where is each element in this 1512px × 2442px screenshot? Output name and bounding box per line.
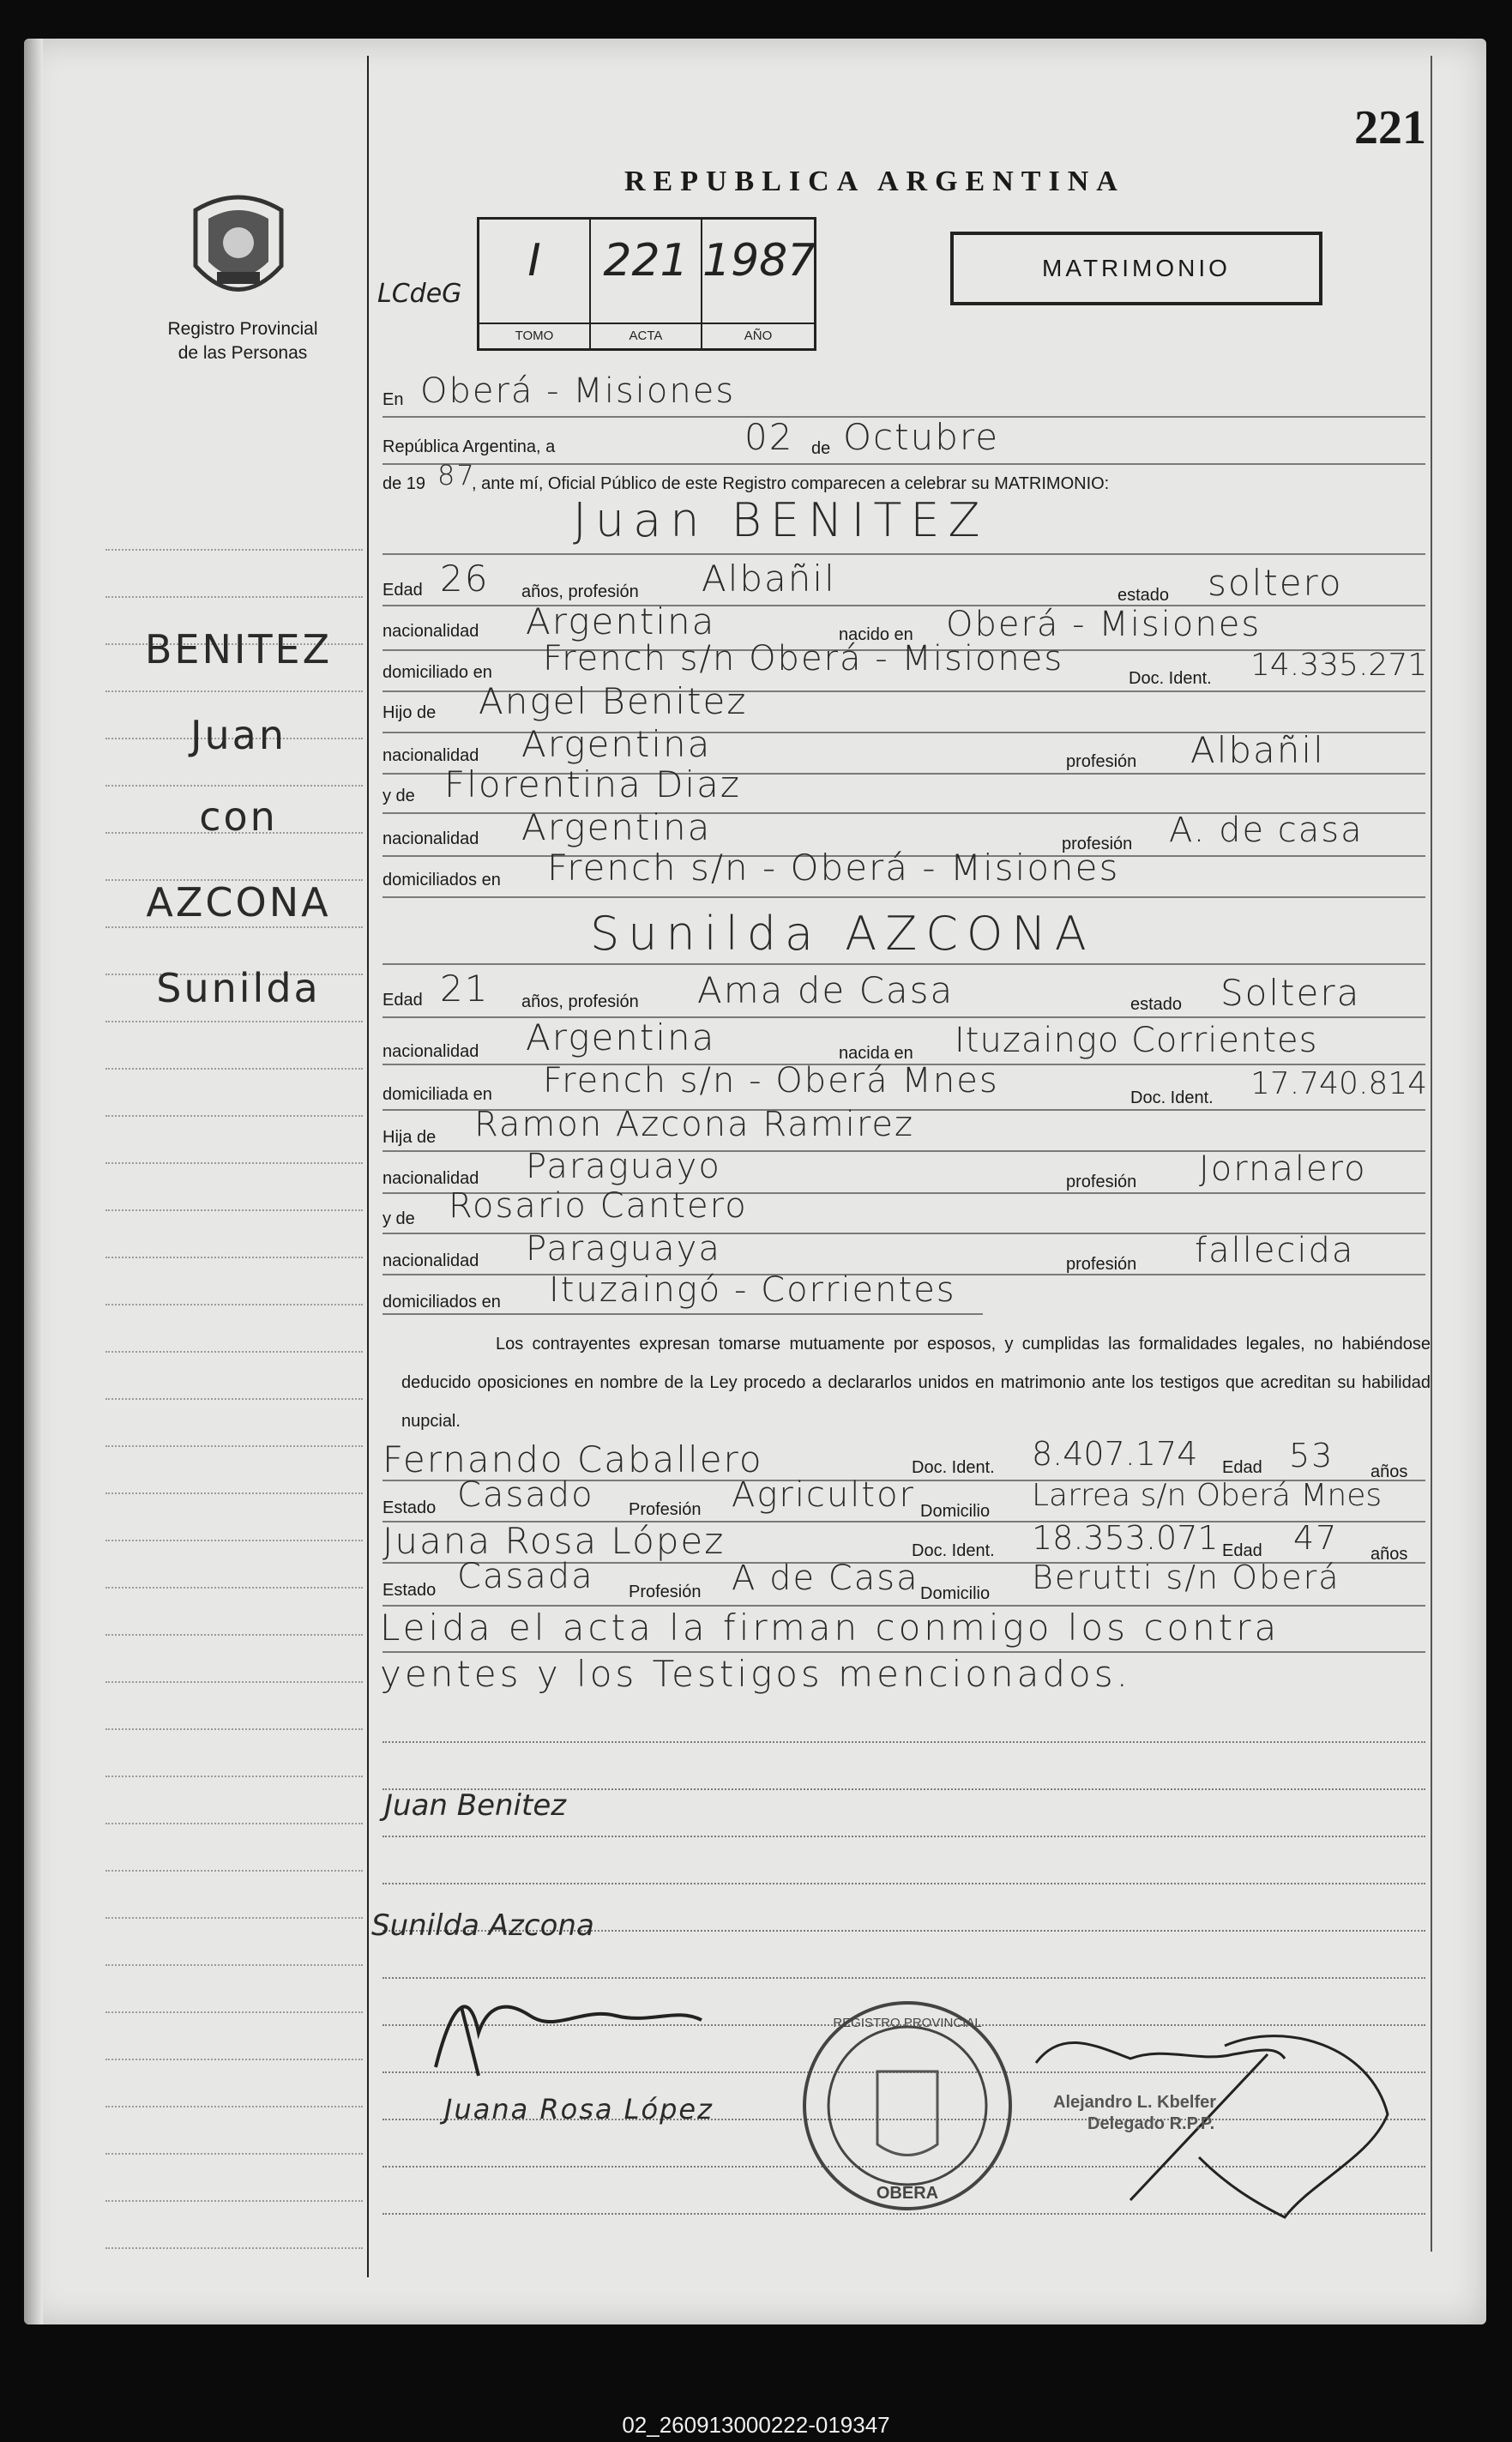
rule [383, 963, 1425, 965]
registry-label [140, 317, 346, 365]
bride-father-nationality: Paraguayo [526, 1147, 721, 1186]
label-profesion-cap: Profesión [629, 1583, 702, 1601]
groom-birthplace: Oberá - Misiones [946, 605, 1262, 644]
rule [383, 1883, 1425, 1884]
acta-value: 221 [603, 235, 689, 286]
label-doc-ident: Doc. Ident. [912, 1458, 995, 1477]
margin-rule [105, 1634, 363, 1636]
anio-cell [702, 220, 814, 348]
witness2-age: 47 [1293, 1519, 1339, 1557]
witness2-domicile: Berutti s/n Oberá [1032, 1559, 1340, 1596]
month-value: Octubre [843, 416, 1000, 458]
margin-rule [105, 926, 363, 928]
label-profesion: profesión [1066, 1173, 1137, 1191]
acta-label: ACTA [591, 323, 701, 348]
label-nacido-en: nacido en [839, 625, 913, 644]
groom-father-nationality: Argentina [521, 723, 712, 765]
label-domiciliado-en: domiciliado en [383, 663, 492, 682]
official-title: Delegado R.P.P. [1087, 2114, 1215, 2133]
label-nacionalidad: nacionalidad [383, 1251, 479, 1270]
label-anios-profesion: años, profesión [521, 582, 639, 601]
label-estado: estado [1130, 995, 1183, 1014]
margin-rule [105, 596, 363, 598]
margin-groom-surname: BENITEZ [144, 626, 333, 672]
label-edad-short: Edad [1222, 1458, 1262, 1477]
margin-rule [105, 1823, 363, 1824]
margin-rule [105, 1162, 363, 1164]
bride-father-profession: Jornalero [1199, 1149, 1367, 1189]
document-header: REPUBLICA ARGENTINA [624, 166, 1125, 197]
groom-mother-profession: A. de casa [1169, 811, 1364, 850]
margin-rule [105, 785, 363, 787]
label-nacionalidad: nacionalidad [383, 622, 479, 641]
groom-doc: 14.335.271 [1250, 648, 1428, 683]
label-estado-cap: Estado [383, 1581, 437, 1600]
label-domicilio: Domicilio [920, 1584, 991, 1603]
label-doc-ident: Doc. Ident. [912, 1541, 995, 1560]
bride-mother: Rosario Cantero [449, 1186, 748, 1226]
bride-status: Soltera [1220, 972, 1361, 1014]
label-nacida-en: nacida en [839, 1044, 913, 1063]
margin-rule [105, 2247, 363, 2249]
label-doc-ident: Doc. Ident. [1129, 669, 1212, 688]
label-domiciliados-en: domiciliados en [383, 871, 501, 889]
official-seal-icon [796, 1994, 1019, 2217]
tomo-label: TOMO [479, 323, 589, 348]
label-estado-cap: Estado [383, 1498, 437, 1517]
margin-rule [105, 1681, 363, 1683]
label-profesion-cap: Profesión [629, 1500, 702, 1519]
acta-cell [591, 220, 702, 348]
margin-rule [105, 1917, 363, 1919]
bride-profession: Ama de Casa [697, 969, 955, 1011]
rule [383, 553, 1425, 555]
year-suffix-value: 87 [437, 459, 476, 491]
rule [383, 1836, 1425, 1837]
witness2-name: Juana Rosa López [383, 1520, 726, 1562]
registry-line-2: de las Personas [178, 343, 308, 363]
margin-rule [105, 690, 363, 692]
label-de-19: de 19 [383, 474, 426, 493]
closing-line-1: Leida el acta la firman conmigo los contra [380, 1607, 1280, 1649]
label-domiciliada-en: domiciliada en [383, 1085, 492, 1104]
margin-rule [105, 1304, 363, 1305]
label-anios: años [1370, 1462, 1408, 1481]
label-edad: Edad [383, 991, 423, 1010]
witness1-name: Fernando Caballero [383, 1438, 763, 1480]
witness1-profession: Agricultor [732, 1475, 915, 1515]
witness1-status: Casado [457, 1475, 594, 1515]
place-value: Oberá - Misiones [420, 371, 736, 411]
margin-rule [105, 1021, 363, 1022]
rule [383, 1741, 1425, 1743]
coat-of-arms-icon [183, 184, 294, 313]
label-profesion: profesión [1066, 752, 1137, 771]
margin-divider [367, 56, 369, 2277]
groom-status: soltero [1208, 562, 1343, 604]
label-edad-short: Edad [1222, 1541, 1262, 1560]
bride-nationality: Argentina [526, 1016, 716, 1058]
bride-full-name: Sunilda AZCONA [590, 907, 1095, 961]
witness1-doc: 8.407.174 [1032, 1435, 1198, 1473]
bride-doc: 17.740.814 [1250, 1066, 1428, 1101]
handwritten-annotation: LCdeG [377, 279, 462, 309]
tomo-cell [479, 220, 591, 348]
day-value: 02 [744, 416, 794, 458]
margin-rule [105, 2200, 363, 2202]
margin-rule [105, 1728, 363, 1730]
groom-full-name: Juan BENITEZ [573, 493, 989, 547]
bride-parents-domicile: Ituzaingó - Corrientes [549, 1270, 956, 1310]
margin-rule [105, 1776, 363, 1777]
margin-groom-name: Juan [190, 712, 287, 758]
margin-rule [105, 1445, 363, 1447]
margin-rule [105, 2011, 363, 2013]
margin-rule [105, 1068, 363, 1070]
image-identifier: 02_260913000222-019347 [622, 2412, 890, 2438]
rule [383, 463, 1425, 465]
label-profesion: profesión [1066, 1255, 1137, 1274]
margin-rule [105, 1492, 363, 1494]
label-domicilio: Domicilio [920, 1502, 991, 1521]
label-nacionalidad: nacionalidad [383, 746, 479, 765]
official-signature-icon [1027, 2011, 1405, 2234]
label-republica: República Argentina, a [383, 437, 556, 456]
margin-rule [105, 1257, 363, 1258]
bride-mother-nationality: Paraguaya [526, 1229, 721, 1269]
label-y-de: y de [383, 1209, 415, 1228]
bride-birthplace: Ituzaingo Corrientes [955, 1021, 1318, 1060]
label-nacionalidad: nacionalidad [383, 829, 479, 848]
anio-value: 1987 [702, 235, 816, 286]
rule [383, 1313, 983, 1315]
witness1-signature-icon [419, 1981, 710, 2084]
margin-connector: con [199, 793, 278, 840]
margin-rule [105, 2153, 363, 2155]
label-anios: años [1370, 1545, 1408, 1564]
register-page [24, 39, 1486, 2324]
label-doc-ident: Doc. Ident. [1130, 1088, 1214, 1107]
groom-domicile: French s/n Oberá - Misiones [543, 639, 1064, 678]
document-type-box: MATRIMONIO [950, 232, 1322, 305]
groom-mother: Florentina Diaz [444, 763, 741, 805]
stamp-bottom-text: OBERA [876, 2184, 939, 2203]
label-estado: estado [1117, 586, 1170, 605]
bride-domicile: French s/n - Oberá Mnes [543, 1061, 999, 1100]
label-en: En [383, 390, 404, 409]
acta-reference-box [477, 217, 816, 351]
label-hijo-de: Hijo de [383, 703, 437, 722]
label-profesion: profesión [1062, 835, 1133, 853]
label-y-de: y de [383, 787, 415, 805]
margin-rule [105, 1587, 363, 1589]
witness1-domicile: Larrea s/n Oberá Mnes [1032, 1478, 1382, 1513]
label-de: de [811, 439, 831, 458]
label-nacionalidad: nacionalidad [383, 1169, 479, 1188]
margin-rule [105, 2059, 363, 2060]
margin-rule [105, 1209, 363, 1211]
page-number: 221 [1354, 101, 1426, 154]
label-anios-profesion: años, profesión [521, 992, 639, 1011]
right-border [1431, 56, 1432, 2252]
closing-line-2: yentes y los Testigos mencionados. [380, 1653, 1131, 1695]
label-nacionalidad: nacionalidad [383, 1042, 479, 1061]
witness2-status: Casada [457, 1557, 594, 1596]
groom-father: Angel Benitez [479, 680, 748, 722]
witness2-doc: 18.353.071 [1032, 1519, 1219, 1557]
label-edad: Edad [383, 581, 423, 600]
margin-rule [105, 1870, 363, 1872]
margin-rule [105, 1964, 363, 1966]
tomo-value: I [527, 235, 541, 286]
witness2-profession: A de Casa [732, 1559, 919, 1598]
groom-parents-domicile: French s/n - Oberá - Misiones [547, 847, 1120, 889]
margin-rule [105, 1115, 363, 1117]
margin-bride-surname: AZCONA [146, 879, 331, 926]
groom-profession: Albañil [702, 558, 836, 600]
label-hija-de: Hija de [383, 1128, 437, 1147]
anio-label: AÑO [702, 323, 814, 348]
groom-age: 26 [440, 558, 490, 600]
bride-signature: Sunilda Azcona [371, 1908, 594, 1943]
bride-father: Ramon Azcona Ramirez [474, 1105, 915, 1144]
label-ante-mi: , ante mí, Oficial Público de este Registro comparecen a celebrar su MATRIMONIO: [472, 474, 1110, 493]
margin-rule [105, 1398, 363, 1400]
marriage-statement: Los contrayentes expresan tomarse mutuamente por esposos, y cumplidas las formalidades legales, no habiéndose deducido oposiciones en nombre de la Ley procedo a declararlos unidos en matrimonio ante los testigos que acreditan su habilidad nupcial. [401, 1335, 1431, 1431]
registry-line-1: Registro Provincial [167, 319, 318, 339]
margin-rule [105, 549, 363, 551]
official-name: Alejandro L. Kbelfer [1053, 2093, 1217, 2112]
groom-signature: Juan Benitez [384, 1788, 567, 1823]
bride-age: 21 [440, 968, 490, 1010]
margin-rule [105, 2106, 363, 2107]
bride-mother-profession: fallecida [1195, 1231, 1355, 1270]
label-domiciliados-en: domiciliados en [383, 1293, 501, 1311]
witness1-age: 53 [1289, 1437, 1334, 1474]
margin-rule [105, 1351, 363, 1353]
stamp-top-text: REGISTRO PROVINCIAL [833, 2016, 982, 2030]
rule [383, 1977, 1425, 1979]
witness2-signature: Juana Rosa López [444, 2093, 714, 2125]
margin-bride-name: Sunilda [156, 965, 321, 1011]
margin-rule [105, 1540, 363, 1541]
groom-father-profession: Albañil [1190, 729, 1325, 771]
rule [383, 896, 1425, 898]
groom-mother-nationality: Argentina [521, 806, 712, 848]
groom-nationality: Argentina [526, 600, 716, 642]
